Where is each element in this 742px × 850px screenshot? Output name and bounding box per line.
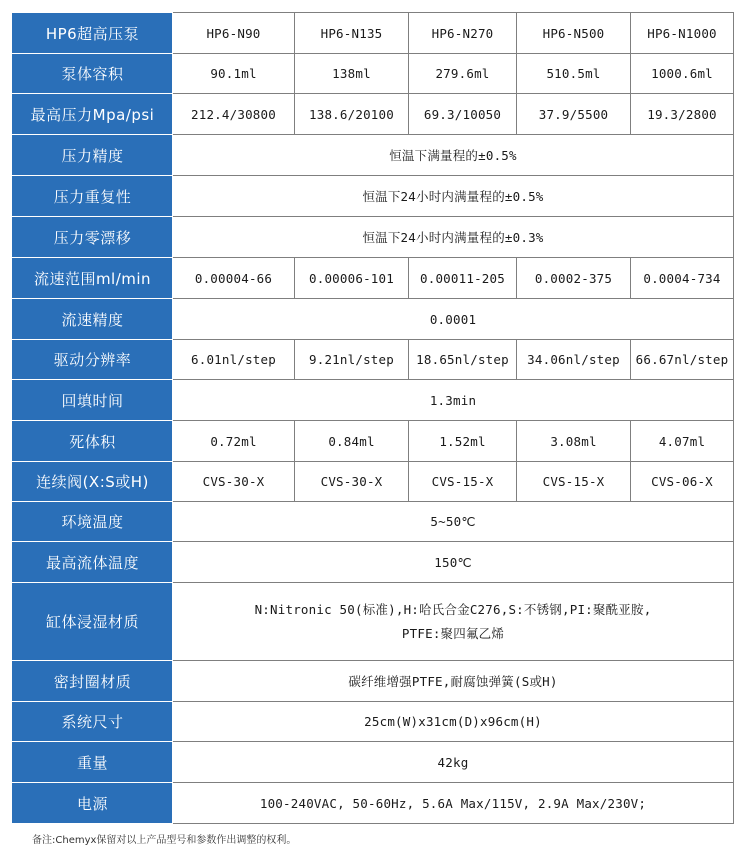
row-label: 最高流体温度 [13,542,173,583]
row-label: 压力零漂移 [13,217,173,258]
wetted-material-line1: N:Nitronic 50(标准),H:哈氏合金C276,S:不锈钢,PI:聚酰亚胺, [254,601,652,617]
cell-value: 37.9/5500 [517,94,631,135]
seal-material-row [13,661,734,702]
max-fluid-temp-row [13,542,734,583]
ambient-temp-row [13,502,734,542]
row-label: 缸体浸湿材质 [13,583,173,661]
cell-value: 100-240VAC, 50-60Hz, 5.6A Max/115V, 2.9A Max/230V; [173,783,734,824]
model-name: HP6-N270 [409,13,517,54]
footnote: 备注:Chemyx保留对以上产品型号和参数作出调整的权利。 [32,835,297,846]
cell-value: 34.06nl/step [517,340,631,380]
cell-value: 212.4/30800 [173,94,295,135]
row-label: 回填时间 [13,380,173,421]
row-label: 死体积 [13,421,173,462]
cell-value: 0.0002-375 [517,258,631,299]
cell-value: 0.00011-205 [409,258,517,299]
cell-value: 碳纤维增强PTFE,耐腐蚀弹簧(S或H) [173,661,734,702]
cell-value: 138ml [295,54,409,94]
cell-value: 1.52ml [409,421,517,462]
pump-volume-row [13,54,734,94]
cell-value: 90.1ml [173,54,295,94]
cell-value: CVS-15-X [517,462,631,502]
pressure-accuracy-row [13,135,734,176]
refill-time-row [13,380,734,421]
cell-value: CVS-30-X [173,462,295,502]
pressure-repeatability-row [13,176,734,217]
cell-value: 3.08ml [517,421,631,462]
row-label: 压力重复性 [13,176,173,217]
wetted-material-row [13,583,734,661]
cell-value: 0.84ml [295,421,409,462]
dead-volume-row [13,421,734,462]
cell-value: 18.65nl/step [409,340,517,380]
model-name: HP6-N90 [173,13,295,54]
cell-value: 0.0001 [173,299,734,340]
cell-value: 4.07ml [631,421,734,462]
row-label: 密封圈材质 [13,661,173,702]
flow-accuracy-row [13,299,734,340]
cell-value [173,583,734,661]
cell-value: 0.72ml [173,421,295,462]
header-label: HP6超高压泵 [13,13,173,54]
cell-value: 1.3min [173,380,734,421]
row-label: 最高压力Mpa/psi [13,94,173,135]
cell-value: 138.6/20100 [295,94,409,135]
row-label: 系统尺寸 [13,702,173,742]
model-name: HP6-N135 [295,13,409,54]
spec-table [12,12,734,824]
cell-value: 66.67nl/step [631,340,734,380]
model-name: HP6-N1000 [631,13,734,54]
weight-row [13,742,734,783]
row-label: 压力精度 [13,135,173,176]
cell-value: CVS-15-X [409,462,517,502]
cell-value: 25cm(W)x31cm(D)x96cm(H) [173,702,734,742]
cell-value: 150℃ [173,542,734,583]
cell-value: 42kg [173,742,734,783]
drive-resolution-row [13,340,734,380]
row-label: 流速范围ml/min [13,258,173,299]
dimensions-row [13,702,734,742]
pressure-drift-row [13,217,734,258]
cell-value: 5~50℃ [173,502,734,542]
cell-value: 9.21nl/step [295,340,409,380]
cell-value: 1000.6ml [631,54,734,94]
cell-value: CVS-30-X [295,462,409,502]
model-name: HP6-N500 [517,13,631,54]
row-label: 连续阀(X:S或H) [13,462,173,502]
cell-value: 69.3/10050 [409,94,517,135]
row-label: 驱动分辨率 [13,340,173,380]
continuous-valve-row [13,462,734,502]
cell-value: 0.00006-101 [295,258,409,299]
header-row [13,13,734,54]
row-label: 重量 [13,742,173,783]
cell-value: 6.01nl/step [173,340,295,380]
cell-value: 恒温下满量程的±0.5% [173,135,734,176]
row-label: 电源 [13,783,173,824]
power-row [13,783,734,824]
cell-value: 279.6ml [409,54,517,94]
flow-range-row [13,258,734,299]
wetted-material-line2: PTFE:聚四氟乙烯 [401,625,505,641]
cell-value: CVS-06-X [631,462,734,502]
row-label: 流速精度 [13,299,173,340]
max-pressure-row [13,94,734,135]
cell-value: 恒温下24小时内满量程的±0.5% [173,176,734,217]
row-label: 泵体容积 [13,54,173,94]
cell-value: 0.0004-734 [631,258,734,299]
cell-value: 0.00004-66 [173,258,295,299]
row-label: 环境温度 [13,502,173,542]
cell-value: 恒温下24小时内满量程的±0.3% [173,217,734,258]
cell-value: 19.3/2800 [631,94,734,135]
cell-value: 510.5ml [517,54,631,94]
